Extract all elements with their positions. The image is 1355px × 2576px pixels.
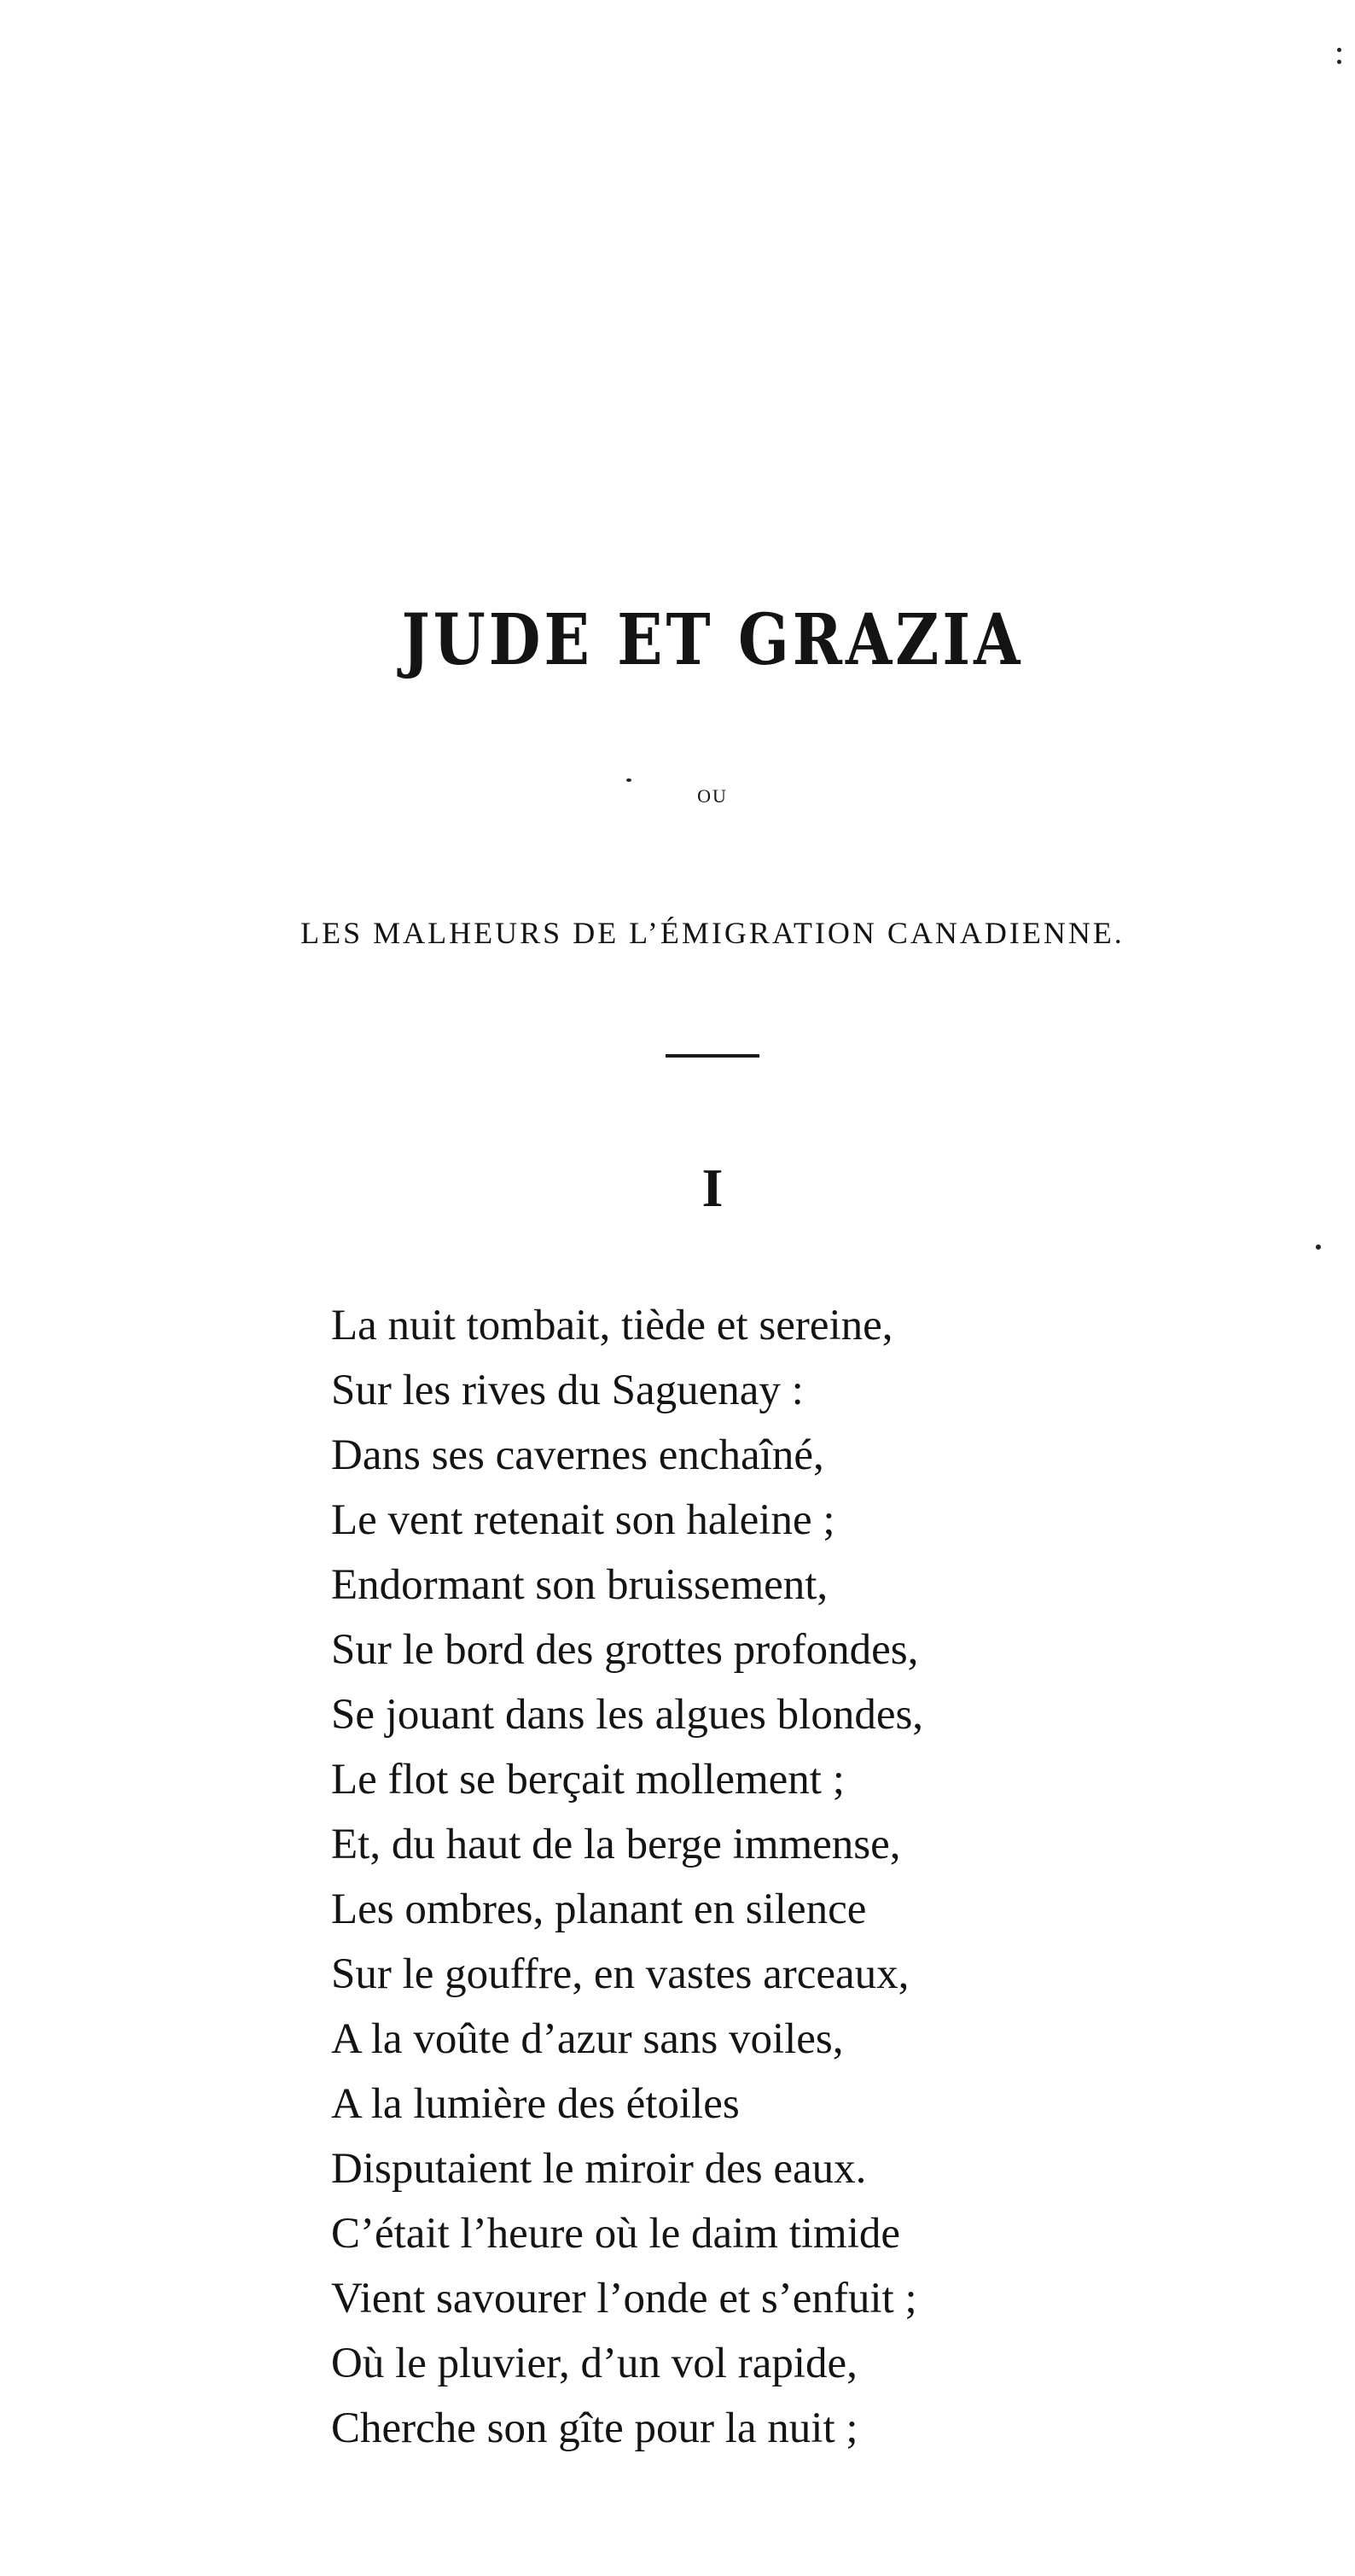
poem-line: Le vent retenait son haleine ; [331, 1496, 835, 1544]
poem-line: Le flot se berçait mollement ; [331, 1756, 845, 1804]
poem-line: Vient savourer l’onde et s’enfuit ; [331, 2275, 917, 2322]
poem-line: C’était l’heure où le daim timide [331, 2210, 901, 2258]
poem-line: Disputaient le miroir des eaux. [331, 2145, 867, 2193]
page-subtitle: LES MALHEURS DE L’ÉMIGRATION CANADIENNE. [300, 916, 1125, 950]
poem-line: Les ombres, planant en silence [331, 1885, 867, 1933]
poem-line: Endormant son bruissement, [331, 1561, 829, 1609]
poem-line: A la voûte d’azur sans voiles, [331, 2015, 844, 2063]
poem-body [331, 1293, 1270, 2461]
page-title: JUDE ET GRAZIA [401, 597, 1024, 681]
poem-line: Où le pluvier, d’un vol rapide, [331, 2340, 858, 2387]
margin-speck [1337, 60, 1341, 64]
poem-line: Sur les rives du Saguenay : [331, 1367, 804, 1414]
poem-line: Cherche son gîte pour la nuit ; [331, 2404, 858, 2452]
margin-speck [1337, 48, 1341, 52]
poem-line: Et, du haut de la berge immense, [331, 1821, 901, 1868]
section-number: I [701, 1157, 724, 1218]
poem-line: A la lumière des étoiles [331, 2080, 740, 2128]
poem-line: Dans ses cavernes enchaîné, [331, 1431, 824, 1479]
section-divider [666, 1054, 759, 1058]
margin-speck [1316, 1244, 1321, 1250]
poem-line: Se jouant dans les algues blondes, [331, 1691, 924, 1739]
poem-line: Sur le gouffre, en vastes arceaux, [331, 1950, 910, 1998]
poem-line: Sur le bord des grottes profondes, [331, 1626, 919, 1674]
title-connector: ou [697, 778, 728, 808]
poem-line: La nuit tombait, tiède et sereine, [331, 1302, 893, 1349]
